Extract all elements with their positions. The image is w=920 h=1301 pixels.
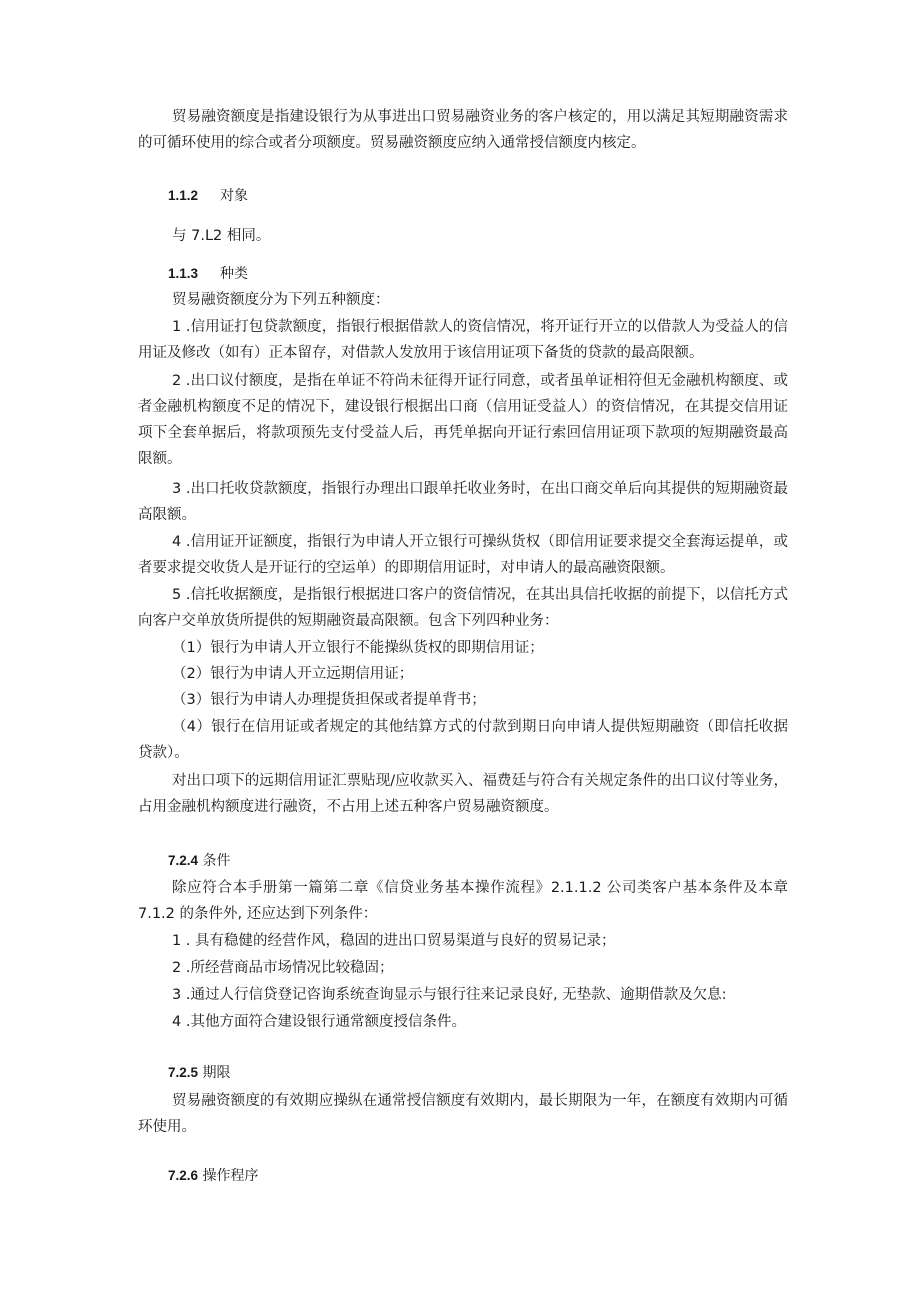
section-heading-7-2-6 (168, 1166, 258, 1186)
section-title: 对象 (220, 188, 249, 204)
sub-list-item: （3）银行为申请人办理提货担保或者提单背书； (172, 692, 486, 708)
list-item: 4 .信用证开证额度，指银行为申请人开立银行可操纵货权（即信用证要求提交全套海运提单，或者要求提交收货人是开证行的空运单）的即期信用证时，对申请人的最高融资限额。 (138, 534, 788, 576)
section-title: 种类 (220, 266, 249, 282)
sub-list-item: （4）银行在信用证或者规定的其他结算方式的付款到期日向申请人提供短期融资（即信托收据贷款）。 (138, 719, 788, 761)
section-title: 期限 (202, 1065, 231, 1081)
section-heading-7-2-5 (168, 1063, 230, 1083)
list-item: 3 .通过人行信贷登记咨询系统查询显示与银行往来记录良好, 无垫款、逾期借款及欠息: (172, 987, 727, 1003)
list-item: 2 .所经营商品市场情况比较稳固； (172, 960, 394, 976)
section-title: 条件 (202, 853, 231, 869)
list-item: 4 .其他方面符合建设银行通常额度授信条件。 (172, 1014, 466, 1030)
list-item: 5 .信托收据额度，是指银行根据进口客户的资信情况，在其出具信托收据的前提下，以信托方式向客户交单放货所提供的短期融资最高限额。包含下列四种业务： (138, 587, 788, 629)
section-number: 7.2.6 (168, 1168, 199, 1183)
list-item: 1 . 具有稳健的经营作风，稳固的进出口贸易渠道与良好的贸易记录； (172, 933, 616, 949)
paragraph: 贸易融资额度的有效期应操纵在通常授信额度有效期内，最长期限为一年，在额度有效期内可循环使用。 (138, 1093, 788, 1135)
section-number: 1.1.2 (168, 188, 199, 203)
sub-list-item: （1）银行为申请人开立银行不能操纵货权的即期信用证； (172, 640, 544, 656)
paragraph: 贸易融资额度分为下列五种额度： (172, 292, 390, 308)
sub-list-item: （2）银行为申请人开立远期信用证； (172, 666, 414, 682)
section-number: 7.2.4 (168, 853, 199, 868)
list-item: 3 .出口托收贷款额度，指银行办理出口跟单托收业务时，在出口商交单后向其提供的短期融资最高限额。 (138, 481, 788, 523)
section-heading-1-1-2 (168, 186, 248, 206)
section-heading-7-2-4 (168, 851, 230, 871)
paragraph: 除应符合本手册第一篇第二章《信贷业务基本操作流程》2.1.1.2 公司类客户基本条件及本章 7.1.2 的条件外, 还应达到下列条件： (138, 880, 788, 922)
list-item: 2 .出口议付额度，是指在单证不符尚未征得开证行同意，或者虽单证相符但无金融机构额度、或者金融机构额度不足的情况下，建设银行根据出口商（信用证受益人）的资信情况，在其提交信用证项下全套单据后，将款项预先支付受益人后，再凭单据向开证行索回信用证项下款项的短期融资最高限额。 (138, 373, 788, 467)
paragraph: 对出口项下的远期信用证汇票贴现/应收款买入、福费廷与符合有关规定条件的出口议付等业务，占用金融机构额度进行融资，不占用上述五种客户贸易融资额度。 (138, 773, 788, 815)
intro-paragraph: 贸易融资额度是指建设银行为从事进出口贸易融资业务的客户核定的，用以满足其短期融资需求的可循环使用的综合或者分项额度。贸易融资额度应纳入通常授信额度内核定。 (138, 109, 788, 151)
section-title: 操作程序 (202, 1168, 259, 1184)
section-heading-1-1-3 (168, 264, 248, 284)
section-number: 1.1.3 (168, 266, 199, 281)
paragraph: 与 7.L2 相同。 (172, 228, 271, 244)
section-number: 7.2.5 (168, 1065, 199, 1080)
list-item: 1 .信用证打包贷款额度，指银行根据借款人的资信情况，将开证行开立的以借款人为受益人的信用证及修改（如有）正本留存，对借款人发放用于该信用证项下备货的贷款的最高限额。 (138, 319, 788, 361)
